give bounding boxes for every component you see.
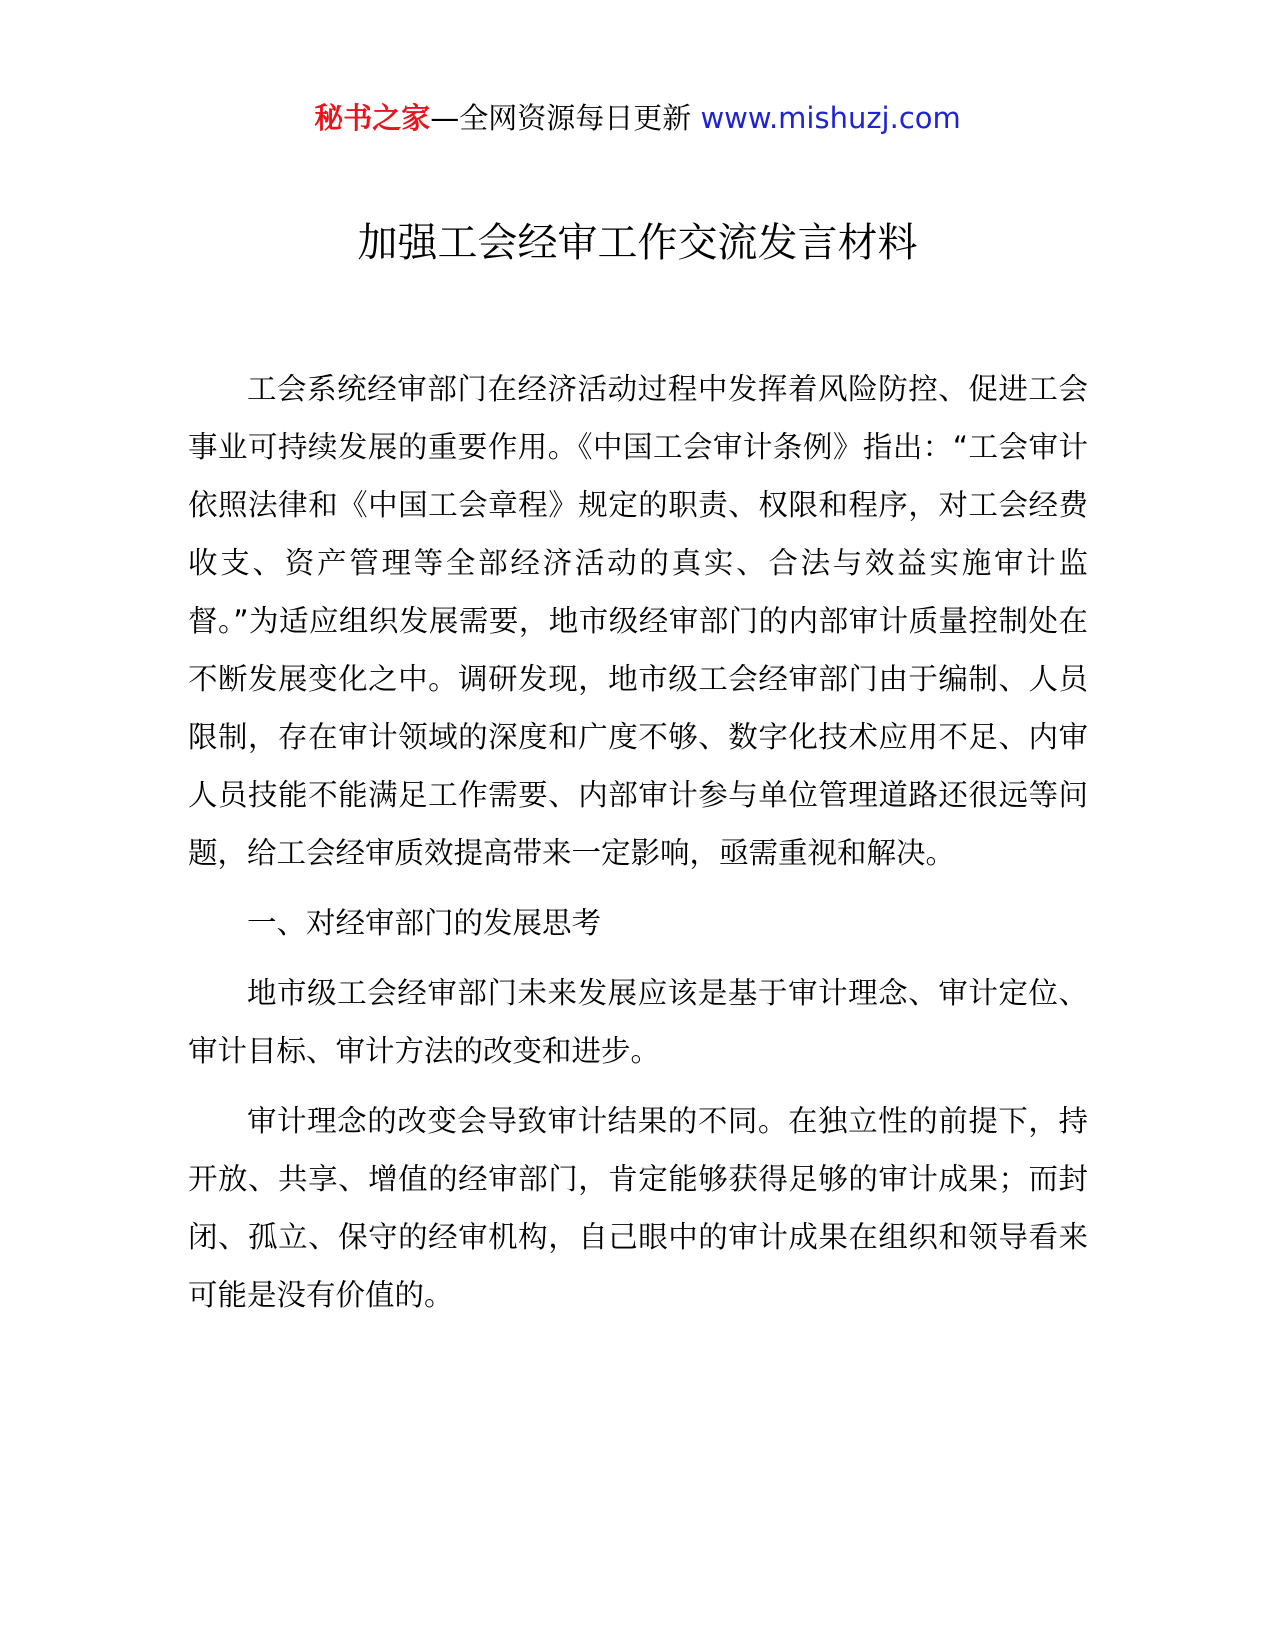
section-heading: 一、对经审部门的发展思考 — [247, 906, 602, 940]
site-brand: 秘书之家 — [314, 101, 431, 135]
body-paragraph: 审计理念的改变会导致审计结果的不同。在独立性的前提下，持开放、共享、增值的经审部门，肯定能够获得足够的审计成果；而封闭、孤立、保守的经审机构，自己眼中的审计成果在组织和领导看来可能是没有价值的。 — [188, 1104, 1088, 1312]
site-url-link[interactable]: www.mishuzj.com — [700, 101, 961, 135]
document-title: 加强工会经审工作交流发言材料 — [357, 220, 918, 266]
site-slogan: —全网资源每日更新 — [430, 101, 692, 135]
intro-paragraph: 工会系统经审部门在经济活动过程中发挥着风险防控、促进工会事业可持续发展的重要作用。《中国工会审计条例》指出：“工会审计依照法律和《中国工会章程》规定的职责、权限和程序，对工会经费收支、资产管理等全部经济活动的真实、合法与效益实施审计监督。”为适应组织发展需要，地市级经审部门的内部审计质量控制处在不断发展变化之中。调研发现，地市级工会经审部门由于编制、人员限制，存在审计领域的深度和广度不够、数字化技术应用不足、内审人员技能不能满足工作需要、内部审计参与单位管理道路还很远等问题，给工会经审质效提高带来一定影响，亟需重视和解决。 — [188, 372, 1088, 870]
document-body — [188, 360, 1088, 1324]
body-paragraph: 地市级工会经审部门未来发展应该是基于审计理念、审计定位、审计目标、审计方法的改变和进步。 — [188, 976, 1088, 1068]
site-header — [0, 98, 1275, 138]
